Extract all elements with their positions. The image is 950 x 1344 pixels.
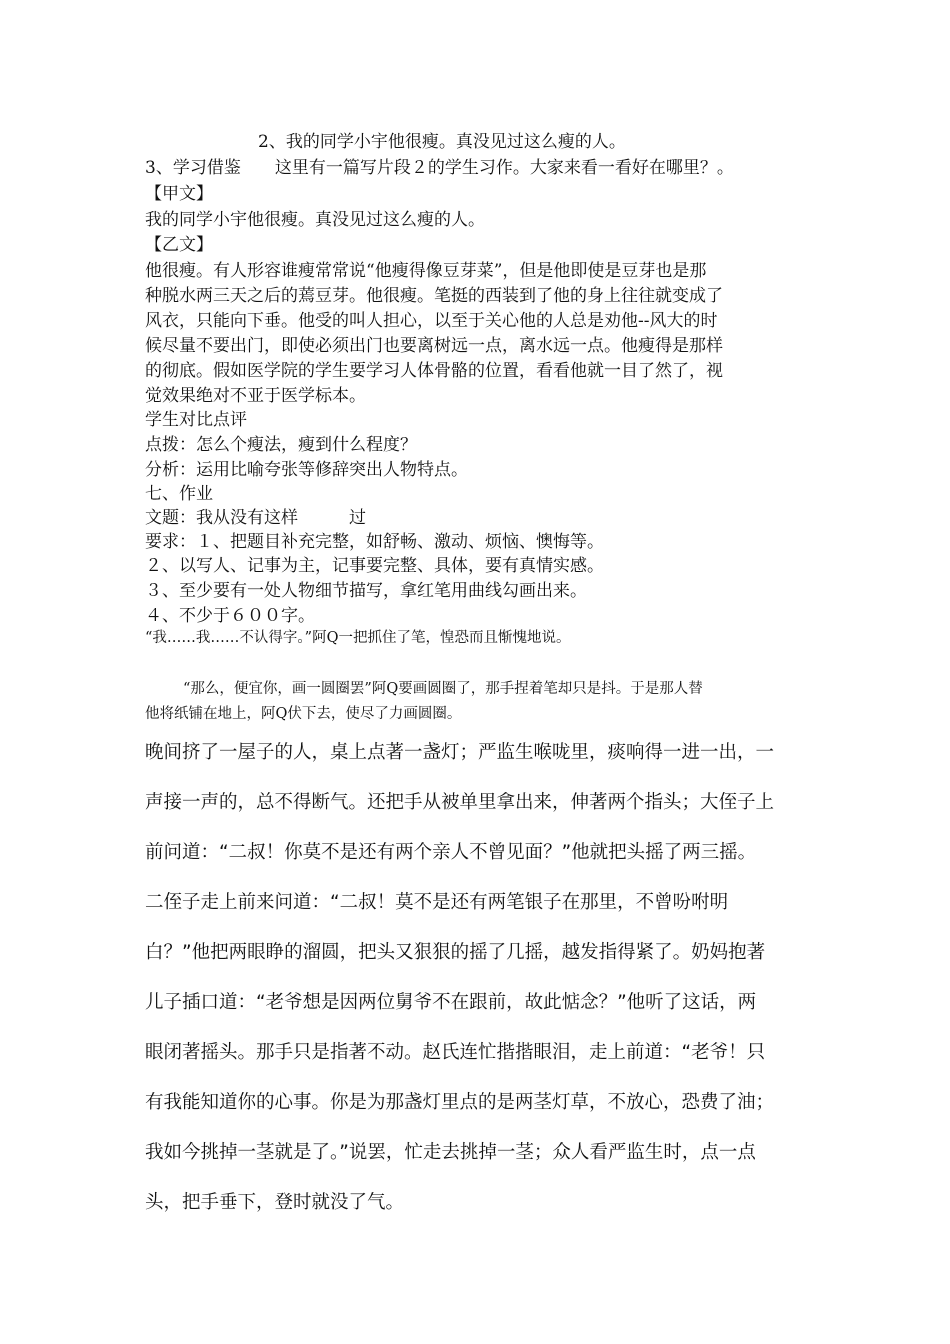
yan-line: 我如今挑掉一茎就是了。”说罢，忙走去挑掉一茎；众人看严监生时，点一点 xyxy=(145,1142,756,1163)
requirement-line: 要求：１、把题目补充完整，如舒畅、激动、烦恼、懊悔等。 xyxy=(145,532,604,552)
point-3-line: 3、学习借鉴 这里有一篇写片段２的学生习作。大家来看一看好在哪里？。 xyxy=(145,158,734,178)
yi-text-line: 候尽量不要出门，即使必须出门也要离树远一点，离水远一点。他瘦得是那样 xyxy=(145,336,723,356)
yan-line: 二侄子走上前来问道：“二叔！莫不是还有两笔银子在那里，不曾吩咐明 xyxy=(145,892,729,913)
yi-text-line: 的彻底。假如医学院的学生要学习人体骨骼的位置，看看他就一目了然了，视 xyxy=(145,361,723,381)
yan-line: 头，把手垂下，登时就没了气。 xyxy=(145,1192,405,1213)
yan-line: 白？”他把两眼睁的溜圆，把头又狠狠的摇了几摇，越发指得紧了。奶妈抱著 xyxy=(145,942,766,963)
homework-heading: 七、作业 xyxy=(145,484,213,504)
homework-title: 文题：我从没有这样 过 xyxy=(145,508,366,528)
analysis-line: 分析：运用比喻夸张等修辞突出人物特点。 xyxy=(145,460,468,480)
yi-heading: 【乙文】 xyxy=(145,235,213,255)
review-line: 学生对比点评 xyxy=(145,410,247,430)
yan-line: 晚间挤了一屋子的人，桌上点著一盏灯；严监生喉咙里，痰响得一进一出，一 xyxy=(145,742,775,763)
yi-text-line: 种脱水两三天之后的蔫豆芽。他很瘦。笔挺的西装到了他的身上往往就变成了 xyxy=(145,286,723,306)
ahq-line: “我……我……不认得字。”阿Q一把抓住了笔，惶恐而且惭愧地说。 xyxy=(145,630,571,646)
yi-text-line: 他很瘦。有人形容谁瘦常常说“他瘦得像豆芽菜”，但是他即使是豆芽也是那 xyxy=(145,261,707,281)
requirement-line: ３、至少要有一处人物细节描写，拿红笔用曲线勾画出来。 xyxy=(145,581,587,601)
ahq-line: 他将纸铺在地上，阿Q伏下去，使尽了力画圆圈。 xyxy=(145,706,462,722)
yi-text-line: 风衣，只能向下垂。他受的叫人担心，以至于关心他的人总是劝他--风大的时 xyxy=(145,311,718,331)
requirement-line: ２、以写人、记事为主，记事要完整、具体，要有真情实感。 xyxy=(145,556,604,576)
hint-line: 点拨：怎么个瘦法，瘦到什么程度？ xyxy=(145,435,417,455)
yan-line: 眼闭著摇头。那手只是指著不动。赵氏连忙揩揩眼泪，走上前道：“老爷！只 xyxy=(145,1042,766,1063)
yan-line: 有我能知道你的心事。你是为那盏灯里点的是两茎灯草，不放心，恐费了油； xyxy=(145,1092,775,1113)
yan-line: 前问道：“二叔！你莫不是还有两个亲人不曾见面？”他就把头摇了两三摇。 xyxy=(145,842,757,863)
yan-line: 声接一声的，总不得断气。还把手从被单里拿出来，伸著两个指头；大侄子上 xyxy=(145,792,775,813)
yi-text-line: 觉效果绝对不亚于医学标本。 xyxy=(145,386,366,406)
requirement-line: ４、不少于６００字。 xyxy=(145,606,315,626)
ahq-line: “那么，便宜你，画一圆圈罢”阿Q要画圆圈了，那手捏着笔却只是抖。于是那人替 xyxy=(183,681,703,697)
yan-line: 儿子插口道：“老爷想是因两位舅爷不在跟前，故此惦念？”他听了这话，两 xyxy=(145,992,757,1013)
point-2-line: 2、我的同学小宇他很瘦。真没见过这么瘦的人。 xyxy=(258,132,626,152)
jia-heading: 【甲文】 xyxy=(145,184,213,204)
jia-text: 我的同学小宇他很瘦。真没见过这么瘦的人。 xyxy=(145,210,485,230)
